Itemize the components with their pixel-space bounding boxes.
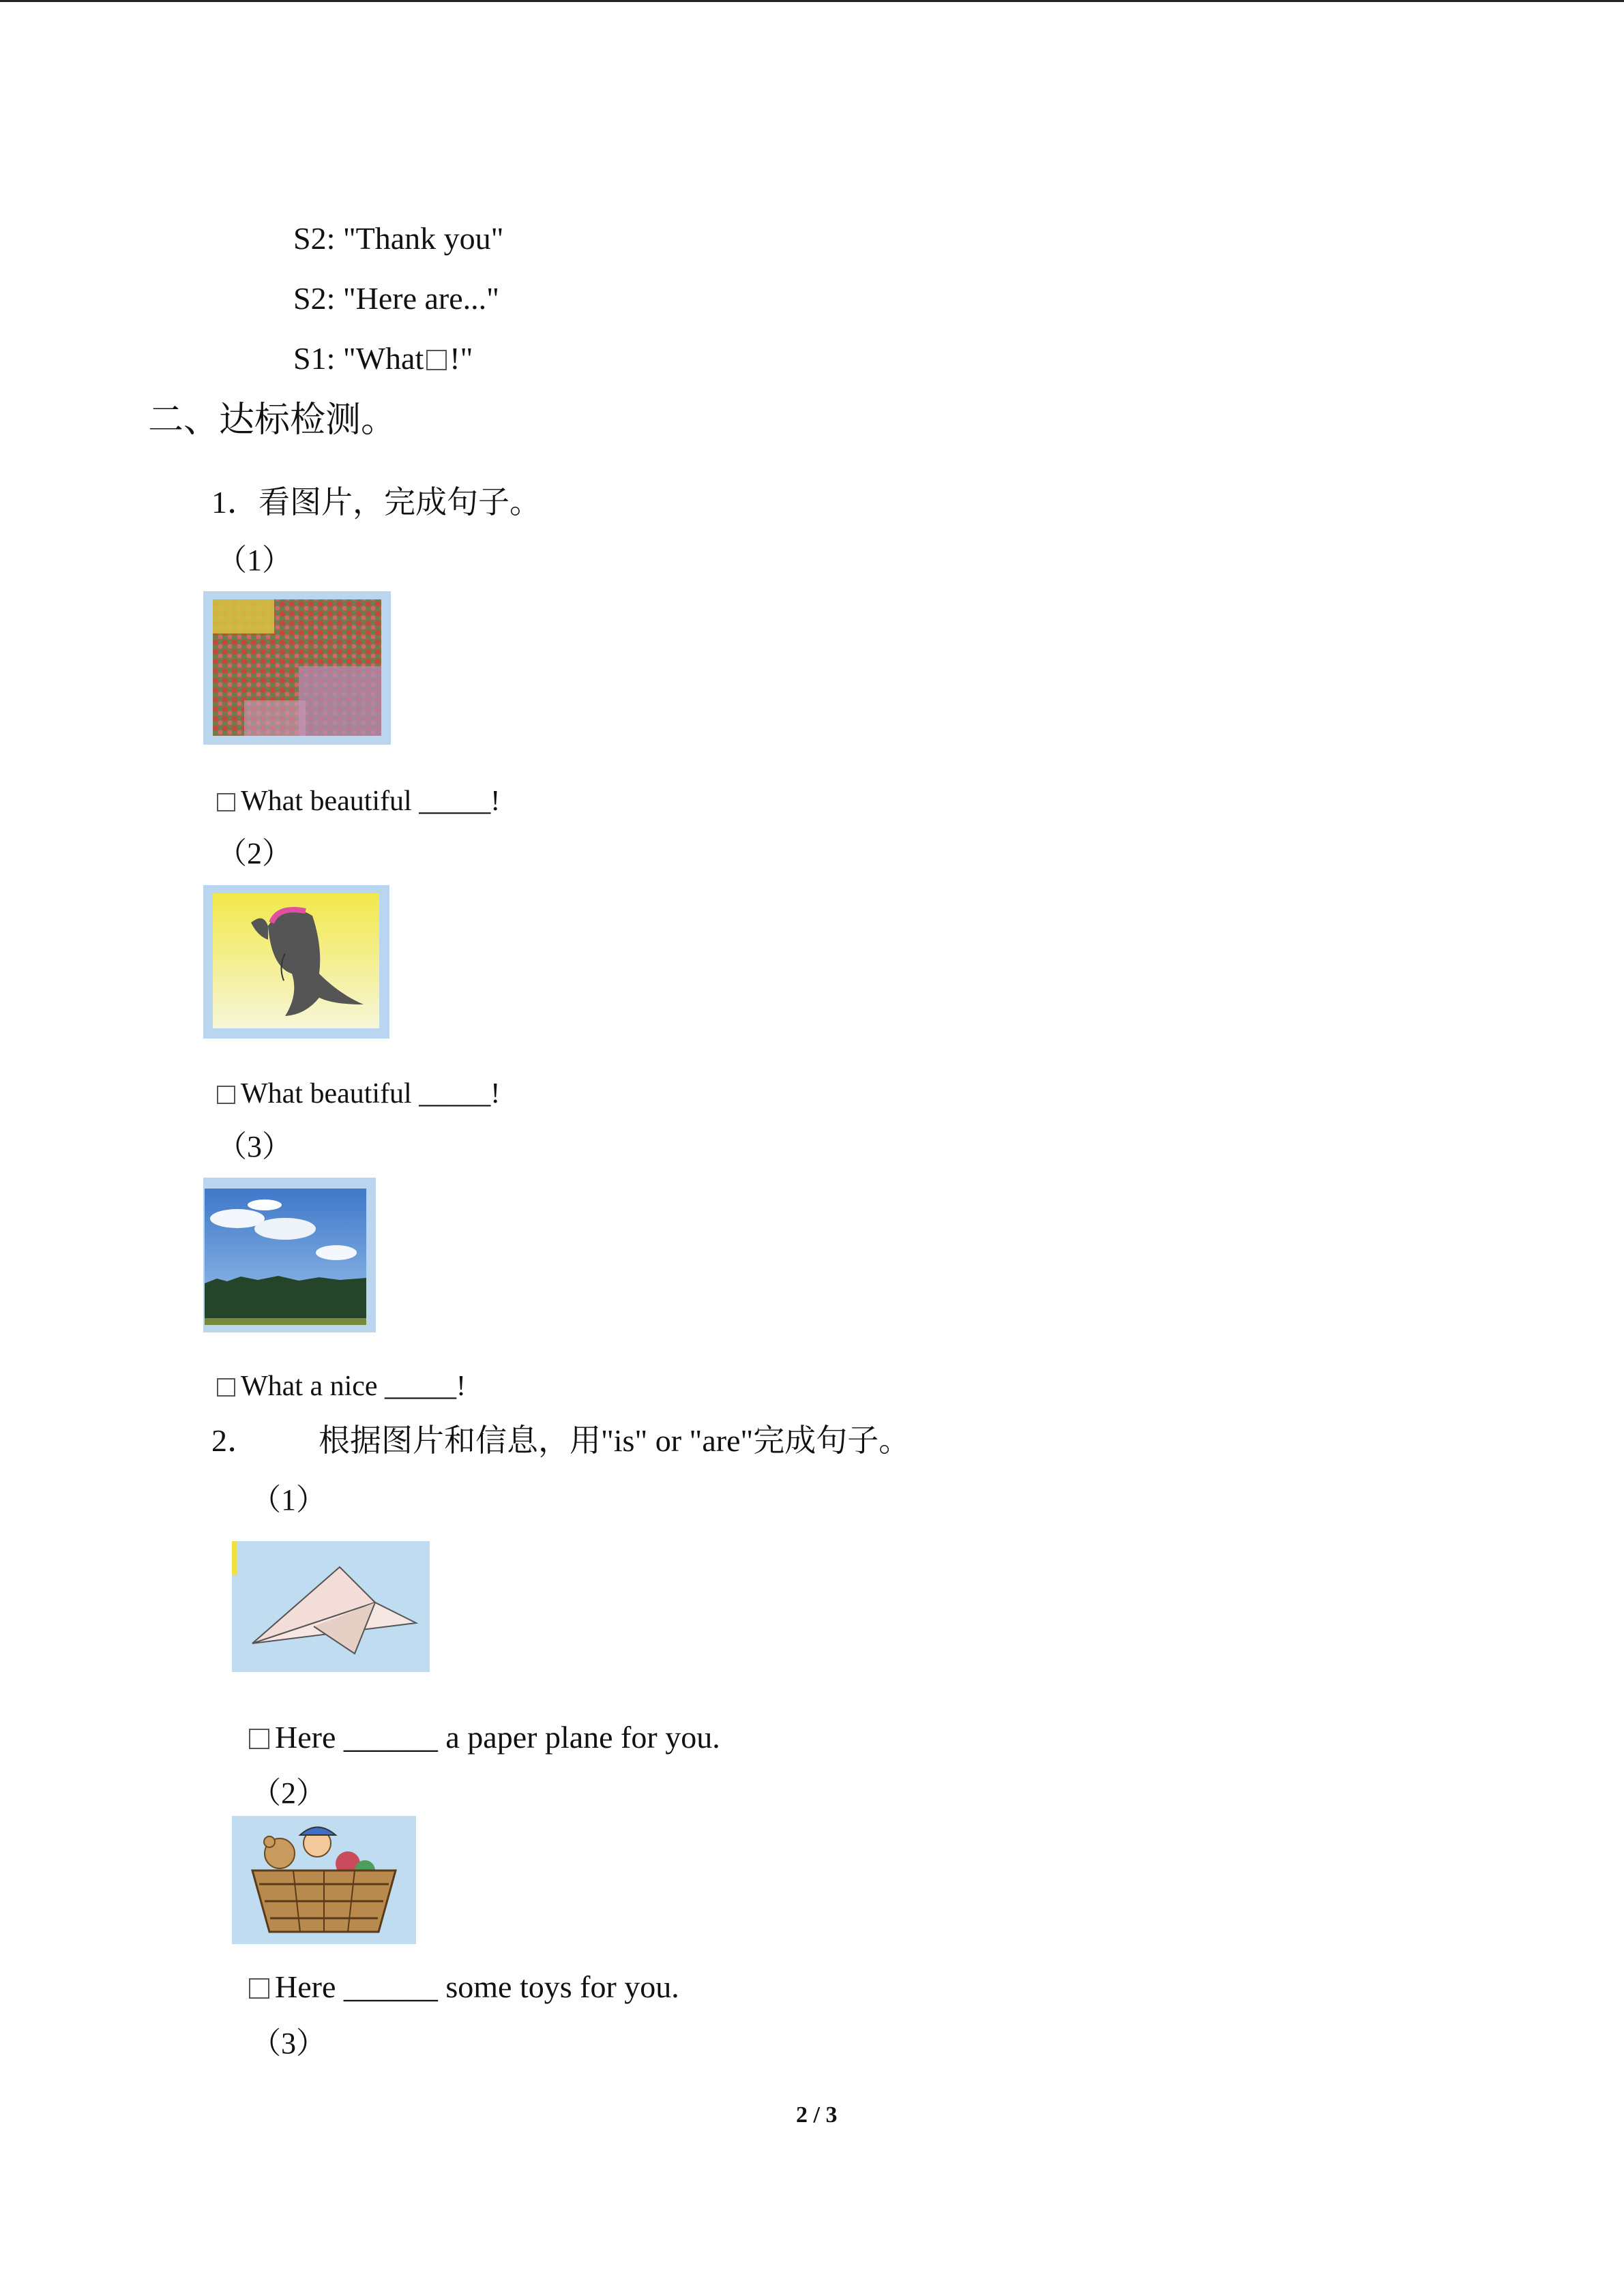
question-2-title: 根据图片和信息，用"is" or "are"完成句子。 <box>319 1423 911 1458</box>
sky-clouds-picture <box>203 1178 376 1332</box>
page-current: 2 <box>796 2102 808 2128</box>
dialogue-line-3 <box>293 343 473 374</box>
q1-item-2-sentence <box>217 1079 500 1108</box>
q2-item-2-sentence <box>249 1971 679 2003</box>
q1-item-3-label: （3） <box>217 1130 292 1163</box>
section-heading: 二、达标检测。 <box>148 401 397 440</box>
q1-item-2-label: （2） <box>217 837 292 870</box>
q1-item-1-text: What beautiful _____! <box>241 786 501 817</box>
q1-item-3-text: What a nice _____! <box>241 1371 467 1402</box>
checkbox-icon <box>249 1978 269 1999</box>
checkbox-icon <box>217 1378 235 1397</box>
q2-item-1-sentence <box>249 1722 720 1753</box>
checkbox-icon <box>217 1086 235 1104</box>
toy-box-picture <box>232 1816 416 1944</box>
blank-box <box>426 350 447 370</box>
girl-hair-picture <box>203 885 389 1039</box>
girl-hair-icon <box>203 885 389 1039</box>
q2-item-1-text: Here ______ a paper plane for you. <box>275 1720 720 1755</box>
checkbox-icon <box>217 793 235 811</box>
question-2-number: 2． <box>211 1423 259 1458</box>
dialogue-line-1: S2: "Thank you" <box>293 221 504 256</box>
page-number <box>796 2102 837 2128</box>
q1-item-2-text: What beautiful _____! <box>241 1078 501 1109</box>
checkbox-icon <box>249 1729 269 1749</box>
top-border <box>0 0 1624 2</box>
flowers-field-icon <box>203 591 391 745</box>
q2-item-2-text: Here ______ some toys for you. <box>275 1969 679 2004</box>
toy-box-icon <box>232 1816 416 1944</box>
paper-plane-icon <box>232 1541 430 1672</box>
q2-item-3-label: （3） <box>251 2027 326 2060</box>
q2-item-2-label: （2） <box>251 1776 326 1810</box>
paper-plane-picture <box>232 1541 430 1672</box>
q1-item-1-sentence <box>217 787 500 816</box>
q1-item-3-sentence <box>217 1372 466 1401</box>
q1-item-1-label: （1） <box>217 543 292 577</box>
flowers-field-picture <box>203 591 391 745</box>
page-total: 3 <box>825 2102 838 2128</box>
q2-item-1-label: （1） <box>251 1483 326 1517</box>
question-1-title: 1．看图片，完成句子。 <box>211 485 541 520</box>
sky-clouds-icon <box>203 1178 376 1332</box>
dialogue-line-3-suffix: !" <box>449 341 473 376</box>
page-separator: / <box>808 2102 826 2128</box>
dialogue-line-2: S2: "Here are..." <box>293 281 499 316</box>
dialogue-line-3-prefix: S1: "What <box>293 341 424 376</box>
